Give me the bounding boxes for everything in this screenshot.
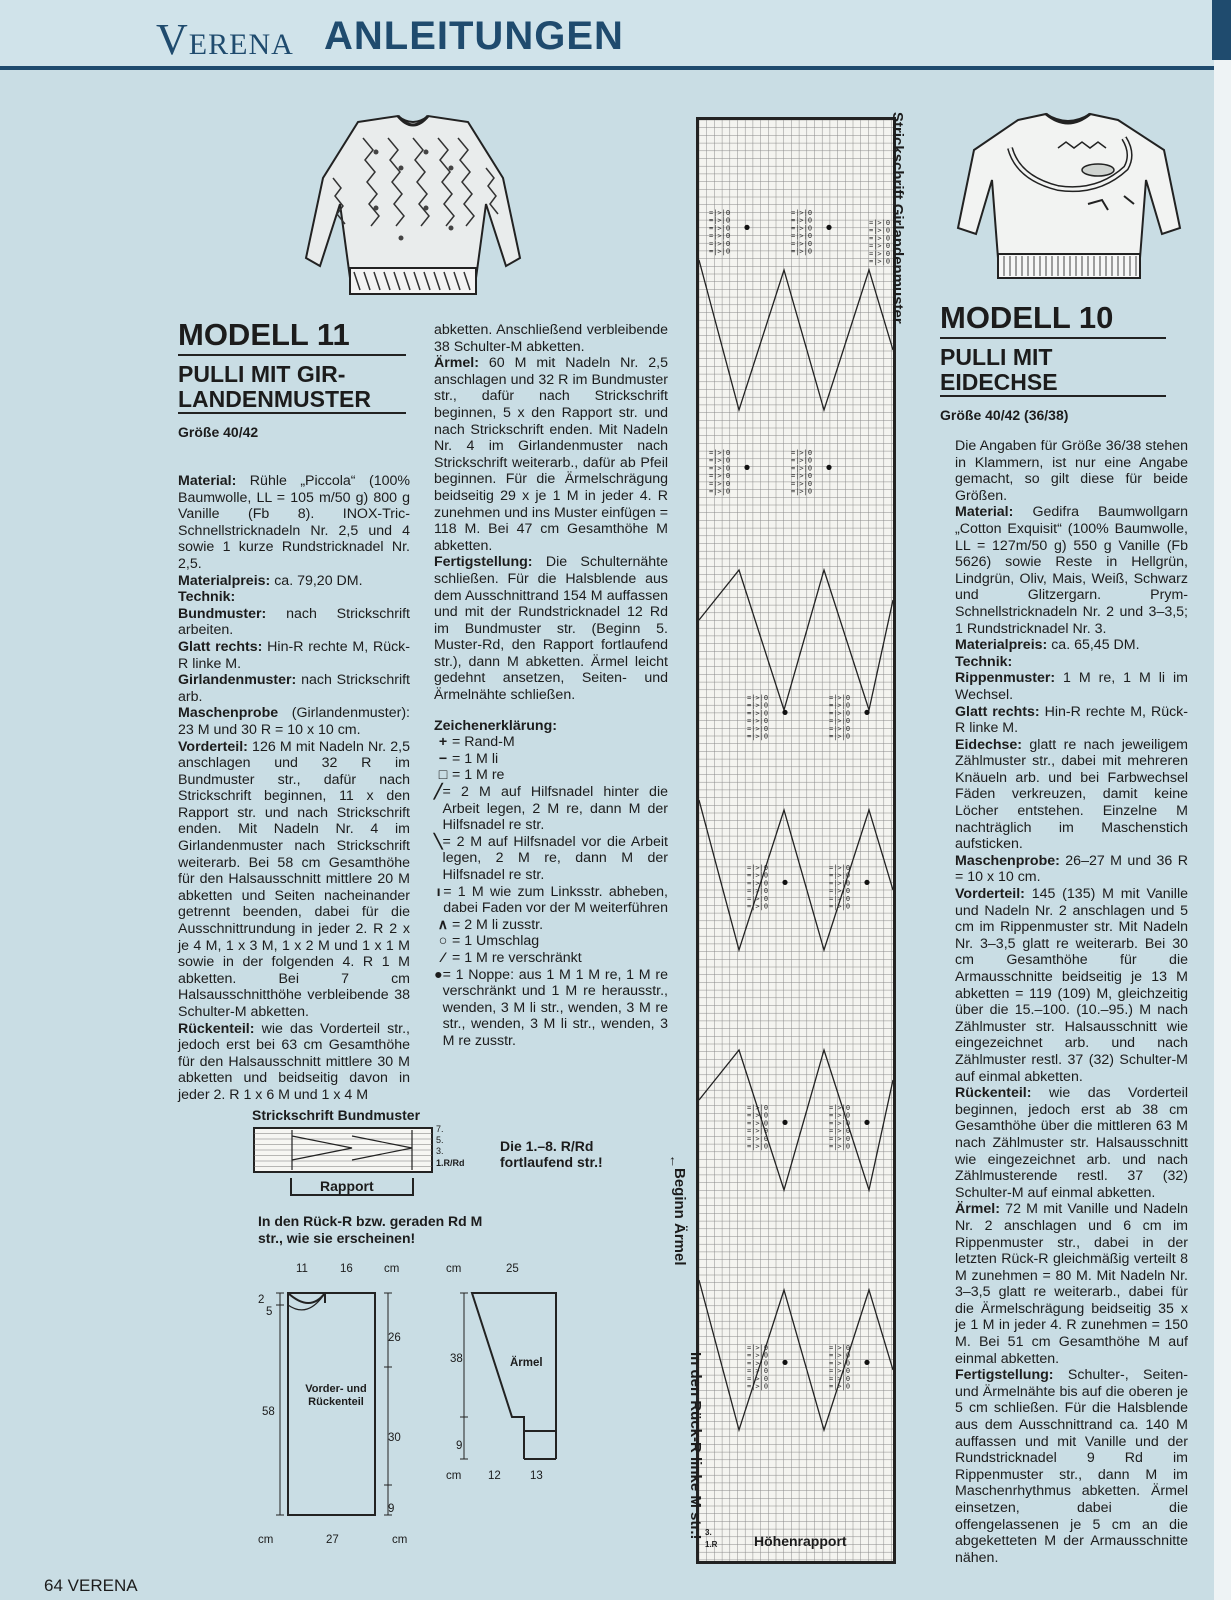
bund-note2: In den Rück-R bzw. geraden Rd M str., wie sie erscheinen! [258, 1213, 483, 1246]
brand-logo: VERENA [156, 15, 294, 64]
svg-text:=|>|0: =|>|0 [747, 1127, 769, 1136]
body-dim-left-2: 2 [258, 1294, 265, 1306]
svg-text:=|>|0: =|>|0 [829, 1382, 851, 1391]
body-dim-top-cm: cm [384, 1263, 400, 1275]
svg-text:=|>|0: =|>|0 [709, 449, 731, 457]
svg-text:=|>|0: =|>|0 [791, 479, 813, 488]
svg-text:=|>|0: =|>|0 [829, 879, 851, 888]
sleeve-schematic [442, 1275, 582, 1475]
svg-text:=|>|0: =|>|0 [829, 1374, 851, 1383]
sleeve-label: Ärmel [510, 1357, 543, 1369]
body-dim-bottom-27: 27 [326, 1534, 339, 1546]
model11-text-left [178, 473, 410, 1104]
footer-brand: VERENA [67, 1576, 138, 1595]
svg-text:=|>|0: =|>|0 [791, 216, 813, 225]
svg-text:=|>|0: =|>|0 [747, 1351, 769, 1360]
chart-hoehenrapport: Höhenrapport [754, 1533, 847, 1549]
svg-text:=|>|0: =|>|0 [829, 887, 851, 896]
svg-text:=|>|0: =|>|0 [829, 1104, 851, 1112]
svg-text:=|>|0: =|>|0 [829, 1111, 851, 1120]
svg-text:=|>|0: =|>|0 [747, 887, 769, 896]
body-dim-top-11: 11 [296, 1263, 308, 1275]
svg-text:=|>|0: =|>|0 [869, 234, 891, 243]
sleeve-dim-left-9: 9 [456, 1440, 463, 1452]
model10-title-line2: EIDECHSE [940, 370, 1166, 397]
legend-item: + = Rand-M [438, 734, 515, 751]
paragraph: Vorderteil: 145 (135) M mit Vanille und Nadeln Nr. 2 anschlagen und 5 cm im Rippenmuster str. Mit Nadeln Nr. 3–3,5 glatt re weiterarb. Bei 30 cm Gesamthöhe für die Armausschnitte beidseitig je 13 M abketten = 119 (109) M, gleichzeitig über die 15.–100. (10.–95.) M nach Zählmuster str. Halsausschnitt wie eingezeichnet arb. und nach Zählmuster restl. 37 (32) Schulter-M auf einmal abketten. [955, 886, 1188, 1085]
model11-text-mid [434, 322, 668, 1050]
girlanden-chart [696, 117, 896, 1564]
chart-rueck-note: In den Rück-R linke M str.! [687, 1352, 704, 1540]
body-dim-left-58: 58 [262, 1406, 275, 1418]
paragraph: Material: Rühle „Piccola“ (100% Baumwolle, LL = 105 m/50 g) 800 g Vanille (Fb 8). INOX-Tric-Schnellstricknadeln Nr. 2,5 und 4 sowie 1 kurze Rundstricknadel Nr. 2,5. [178, 473, 410, 572]
svg-text:=|>|0: =|>|0 [747, 1344, 769, 1352]
svg-text:=|>|0: =|>|0 [747, 701, 769, 710]
paragraph: Fertigstellung: Schulter-, Seiten- und Ärmelnähte bis auf die oberen je 5 cm schließen. Für die Halsblende aus dem Ausschnittrand ca. 140 M auffassen und mit Vanille und der Rundstricknadel 9 Rd im Rippenmuster str., dann M im Maschenrhythmus abketten. Ärmel einsetzen, dabei die offengelassenen je 5 cm an die abgeketteten M der Armausschnitte nähen. [955, 1367, 1188, 1566]
sweater-illustration-model10 [948, 108, 1188, 288]
svg-text:=|>|0: =|>|0 [829, 709, 851, 718]
paragraph: Die Angaben für Größe 36/38 stehen in Klammern, ist nur eine Angabe gemacht, so gilt diese für beide Größen. [955, 438, 1188, 504]
svg-text:=|>|0: =|>|0 [829, 871, 851, 880]
svg-text:=|>|0: =|>|0 [791, 209, 813, 217]
svg-text:=|>|0: =|>|0 [747, 1104, 769, 1112]
legend-item: − = 1 M li [438, 750, 499, 767]
svg-text:=|>|0: =|>|0 [747, 1359, 769, 1368]
svg-text:=|>|0: =|>|0 [747, 1134, 769, 1143]
svg-text:=|>|0: =|>|0 [747, 724, 769, 733]
svg-text:=|>|0: =|>|0 [709, 247, 731, 256]
paragraph: abketten. Anschließend verbleibende 38 Schulter-M abketten. [434, 322, 668, 355]
sweater-illustration-model11 [298, 108, 528, 304]
svg-text:=|>|0: =|>|0 [709, 239, 731, 248]
model10-heading [940, 301, 1166, 423]
header-rule [0, 66, 1214, 70]
body-dim-right-26: 26 [388, 1332, 401, 1344]
svg-text:=|>|0: =|>|0 [791, 449, 813, 457]
svg-text:=|>|0: =|>|0 [709, 209, 731, 217]
svg-text:=|>|0: =|>|0 [747, 1119, 769, 1128]
svg-text:=|>|0: =|>|0 [791, 456, 813, 465]
chart-start-arrow: ↑ [669, 1152, 676, 1168]
body-schematic [250, 1275, 420, 1545]
rapport-label: Rapport [320, 1178, 374, 1194]
paragraph: Ärmel: 60 M mit Nadeln Nr. 2,5 anschlagen und 32 R im Bundmuster str., dafür nach Strickschrift beginnen, 5 x den Rapport str. und nach Strickschrift enden. Mit Nadeln Nr. 4 im Girlandenmuster nach Strickschrift weiterarb., dafür ab Pfeil beginnen. Für die Ärmelschrägung beidseitig 29 x je 1 M in jeder 4. R zunehmen und ins Muster einfügen = 118 M. Bei 47 cm Gesamthöhe M abketten. [434, 355, 668, 554]
legend-title: Zeichenerklärung: [434, 717, 557, 734]
paragraph: Materialpreis: ca. 65,45 DM. [955, 637, 1140, 654]
svg-text:=|>|0: =|>|0 [829, 1344, 851, 1352]
model10-size: Größe 40/42 (36/38) [940, 407, 1069, 423]
bund-title: Strickschrift Bundmuster [252, 1107, 421, 1123]
chart-row-1: 1.R [705, 1540, 718, 1549]
svg-text:=|>|0: =|>|0 [709, 464, 731, 473]
model10-text [955, 438, 1188, 1566]
svg-text:=|>|0: =|>|0 [829, 894, 851, 903]
paragraph: Maschenprobe: 26–27 M und 36 R = 10 x 10 cm. [955, 852, 1188, 886]
svg-text:=|>|0: =|>|0 [829, 1351, 851, 1360]
paragraph: Fertigstellung: Die Schulternähte schließen. Für die Halsblende aus dem Ausschnittrand 154 M auffassen und mit der Rundstricknadel 12 Rd im Bundmuster str. (Beginn 5. Muster-Rd, den Rapport fortlaufend str.), dann M abketten. Ärmel leicht gedehnt ansetzen, Seiten- und Ärmelnähte schließen. [434, 554, 668, 704]
legend-item: ∧ = 2 M li zusstr. [437, 916, 544, 933]
paragraph: Rippenmuster: 1 M re, 1 M li im Wechsel. [955, 670, 1188, 703]
svg-text:=|>|0: =|>|0 [869, 257, 891, 266]
paragraph: Materialpreis: ca. 79,20 DM. [178, 572, 363, 589]
legend-item: □ = 1 M re [438, 767, 505, 784]
svg-text:=|>|0: =|>|0 [747, 1382, 769, 1391]
legend-item: ⁄ = 1 M re verschränkt [441, 949, 582, 966]
legend-item: ╲ = 2 M auf Hilfsnadel vor die Arbeit legen, 2 M re, dann M der Hilfsnadel re str. [434, 833, 668, 883]
body-dim-right-30: 30 [388, 1432, 401, 1444]
bund-note: Die 1.–8. R/Rd fortlaufend str.! [500, 1138, 603, 1170]
paragraph: Bundmuster: nach Strickschrift arbeiten. [178, 605, 410, 639]
svg-text:=|>|0: =|>|0 [791, 224, 813, 233]
paragraph: Rückenteil: wie das Vorderteil beginnen, jedoch erst ab 38 cm Gesamthöhe über die mittleren 63 M nach Zählmuster str. Halsausschnitt wie eingezeichnet arb. und nach Zählmusterende restl. 37 (32) Schulter-M auf einmal abketten. [955, 1085, 1188, 1201]
model10-title-line1: PULLI MIT [940, 344, 1053, 370]
legend-item: ı = 1 M wie zum Linksstr. abheben, dabei Faden vor der M weiterführen [436, 883, 668, 917]
legend-item: ○ = 1 Umschlag [438, 933, 540, 950]
legend-list [434, 734, 668, 1049]
svg-text:=|>|0: =|>|0 [829, 1359, 851, 1368]
legend-item: ╱ = 2 M auf Hilfsnadel hinter die Arbeit legen, 2 M re, dann M der Hilfsnadel re str. [434, 784, 668, 834]
svg-text:=|>|0: =|>|0 [747, 894, 769, 903]
bund-row-1: 1.R/Rd [436, 1158, 465, 1168]
svg-text:=|>|0: =|>|0 [869, 226, 891, 235]
chart-title: Strickschrift Girlandenmuster [889, 112, 906, 324]
svg-text:=|>|0: =|>|0 [791, 464, 813, 473]
svg-text:=|>|0: =|>|0 [747, 1367, 769, 1376]
paragraph: Maschenprobe (Girlandenmuster): 23 M und 30 R = 10 x 10 cm. [178, 705, 410, 738]
model10-number: MODELL 10 [940, 301, 1166, 339]
paragraph: Technik: [178, 589, 236, 606]
svg-text:=|>|0: =|>|0 [829, 1119, 851, 1128]
svg-text:=|>|0: =|>|0 [747, 1374, 769, 1383]
svg-text:=|>|0: =|>|0 [829, 724, 851, 733]
body-dim-bottom-cm: cm [258, 1534, 274, 1546]
body-dim-top-16: 16 [340, 1263, 353, 1275]
model11-title-line1: PULLI MIT GIR- [178, 361, 346, 387]
svg-text:=|>|0: =|>|0 [747, 871, 769, 880]
svg-text:=|>|0: =|>|0 [791, 247, 813, 256]
girlanden-chart-grid [699, 120, 893, 1561]
body-dim-bottom-cm2: cm [392, 1534, 408, 1546]
paragraph: Eidechse: glatt re nach jeweiligem Zählmuster str., dabei mit mehreren Knäueln arb. und bei Farbwechsel Fäden verkreuzen, damit keine Löcher entstehen. Einzelne M nachträglich im Maschenstich aufsticken. [955, 736, 1188, 853]
sleeve-dim-bottom-cm: cm [446, 1470, 462, 1482]
svg-text:=|>|0: =|>|0 [869, 219, 891, 227]
paragraph: Glatt rechts: Hin-R rechte M, Rück-R linke M. [955, 703, 1188, 737]
paragraph: Material: Gedifra Baumwollgarn „Cotton Exquisit“ (100% Baumwolle, LL = 127m/50 g) 550 g Vanille (Fb 5626) sowie Reste in Hellgrün, Lindgrün, Oliv, Mais, Weiß, Schwarz und Glitzergarn. Prym-Schnellstricknadeln Nr. 2 und 3–3,5; 1 Rundstricknadel Nr. 3. [955, 504, 1188, 637]
svg-text:=|>|0: =|>|0 [791, 487, 813, 496]
svg-text:=|>|0: =|>|0 [829, 694, 851, 702]
page-edge [1214, 60, 1231, 1600]
svg-text:=|>|0: =|>|0 [747, 879, 769, 888]
svg-text:=|>|0: =|>|0 [829, 864, 851, 872]
svg-text:=|>|0: =|>|0 [747, 902, 769, 911]
svg-text:=|>|0: =|>|0 [709, 232, 731, 241]
svg-text:=|>|0: =|>|0 [791, 239, 813, 248]
svg-text:=|>|0: =|>|0 [747, 732, 769, 741]
svg-text:=|>|0: =|>|0 [829, 732, 851, 741]
body-dim-left-5: 5 [266, 1306, 273, 1318]
svg-text:=|>|0: =|>|0 [747, 864, 769, 872]
bund-row-3: 3. [436, 1146, 444, 1156]
sleeve-dim-bottom-13: 13 [530, 1470, 543, 1482]
svg-text:=|>|0: =|>|0 [709, 487, 731, 496]
body-dim-right-9: 9 [388, 1503, 395, 1515]
svg-text:=|>|0: =|>|0 [747, 717, 769, 726]
svg-text:=|>|0: =|>|0 [829, 1142, 851, 1151]
model11-size: Größe 40/42 [178, 424, 259, 440]
bund-row-7: 7. [436, 1124, 444, 1134]
sleeve-dim-top-cm: cm [446, 1263, 462, 1275]
svg-text:=|>|0: =|>|0 [709, 216, 731, 225]
sleeve-dim-left-38: 38 [450, 1353, 463, 1365]
svg-text:=|>|0: =|>|0 [829, 1367, 851, 1376]
svg-text:=|>|0: =|>|0 [829, 701, 851, 710]
svg-text:=|>|0: =|>|0 [829, 902, 851, 911]
body-label: Vorder- und Rückenteil [305, 1383, 367, 1408]
svg-text:=|>|0: =|>|0 [869, 249, 891, 258]
svg-text:=|>|0: =|>|0 [747, 1111, 769, 1120]
svg-text:=|>|0: =|>|0 [709, 479, 731, 488]
svg-text:=|>|0: =|>|0 [791, 232, 813, 241]
svg-text:=|>|0: =|>|0 [869, 242, 891, 251]
legend-item: ● = 1 Noppe: aus 1 M 1 M re, 1 M re verschränkt und 1 M re herausstr., wenden, 3 M li str., wenden, 3 M re str., wenden, 3 M li str., wenden, 3 M re zusstr. [434, 966, 668, 1049]
sleeve-dim-top-25: 25 [506, 1263, 519, 1275]
svg-text:=|>|0: =|>|0 [709, 224, 731, 233]
chart-start-sleeve: Beginn Ärmel [671, 1168, 688, 1266]
svg-text:=|>|0: =|>|0 [829, 1127, 851, 1136]
svg-text:=|>|0: =|>|0 [709, 456, 731, 465]
model11-number: MODELL 11 [178, 318, 406, 356]
svg-text:=|>|0: =|>|0 [747, 709, 769, 718]
paragraph: Glatt rechts: Hin-R rechte M, Rück-R linke M. [178, 638, 410, 672]
svg-text:=|>|0: =|>|0 [829, 1134, 851, 1143]
model11-heading [178, 318, 406, 440]
edge-tab [1212, 0, 1231, 60]
svg-text:=|>|0: =|>|0 [747, 694, 769, 702]
page-number: 64 [44, 1576, 63, 1595]
bund-chart [252, 1126, 434, 1176]
svg-text:=|>|0: =|>|0 [709, 472, 731, 481]
paragraph: Technik: [955, 653, 1013, 670]
page-footer [44, 1576, 138, 1596]
sleeve-dim-bottom-12: 12 [488, 1470, 501, 1482]
section-title: ANLEITUNGEN [324, 14, 624, 58]
paragraph: Girlandenmuster: nach Strickschrift arb. [178, 672, 410, 705]
paragraph: Ärmel: 72 M mit Vanille und Nadeln Nr. 2 anschlagen und 6 cm im Rippenmuster str., dabei in der letzten Rück-R gleichmäßig verteilt 8 M zunehmen = 80 M. Mit Nadeln Nr. 3–3,5 glatt re weiterarb., dabei für die Ärmelschrägung beidseitig 35 x je 1 M in jeder 4. R zunehmen = 150 M. Bei 51 cm Gesamthöhe M auf einmal abketten. [955, 1201, 1188, 1367]
svg-text:=|>|0: =|>|0 [829, 717, 851, 726]
bund-row-5: 5. [436, 1135, 444, 1145]
chart-row-3: 3. [705, 1528, 712, 1537]
svg-text:=|>|0: =|>|0 [747, 1142, 769, 1151]
model11-title-line2: LANDENMUSTER [178, 387, 406, 414]
paragraph: Rückenteil: wie das Vorderteil str., jedoch erst bei 63 cm Gesamthöhe für den Halsausschnitt mittlere 30 M abketten und beidseitig davon in jeder 2. R 1 x 6 M und 1 x 4 M [178, 1020, 410, 1103]
paragraph: Vorderteil: 126 M mit Nadeln Nr. 2,5 anschlagen und 32 R im Bundmuster str., dafür nach Strickschrift beginnen, 11 x den Rapport str. und nach Strickschrift enden. Mit Nadeln Nr. 4 im Girlandenmuster nach Strickschrift weiterarb. Bei 58 cm Gesamthöhe für den Halsausschnitt mittlere 20 M abketten und Seiten nacheinander getrennt beenden, dabei für die Ausschnittrundung in jeder 2. R 2 x je 4 M, 1 x 3 M, 1 x 2 M und 1 x 1 M sowie in der folgenden 4. R 1 M abketten. Bei 7 cm Halsausschnitthöhe verbleibende 38 Schulter-M abketten. [178, 738, 410, 1020]
svg-text:=|>|0: =|>|0 [791, 472, 813, 481]
